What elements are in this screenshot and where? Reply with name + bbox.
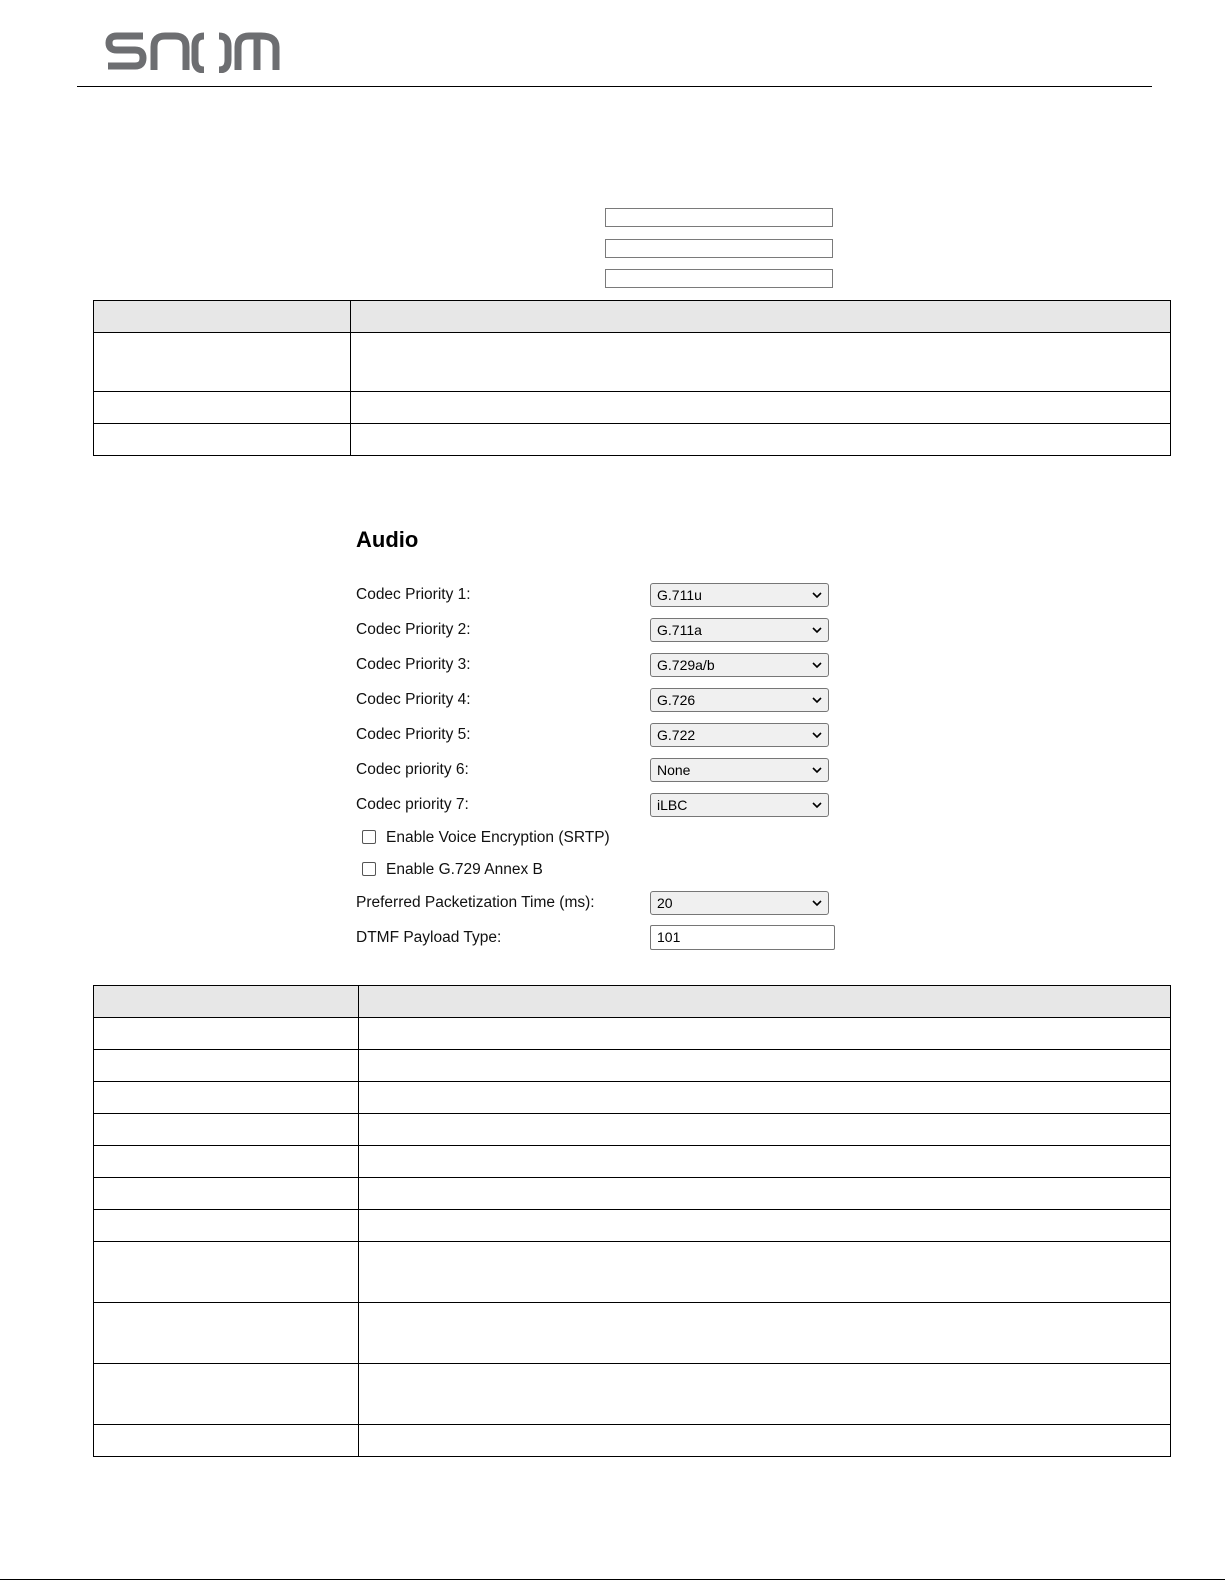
- chevron-down-icon: [812, 765, 822, 775]
- select-value: G.726: [657, 692, 696, 708]
- table-row: [94, 1050, 1171, 1082]
- codec-priority-3-select[interactable]: [650, 653, 829, 677]
- settings-table-1: [93, 300, 1171, 456]
- footer-rule: [0, 1579, 1225, 1580]
- header-rule: [77, 86, 1152, 87]
- table-cell: [94, 333, 351, 392]
- table-row: [94, 1018, 1171, 1050]
- chevron-down-icon: [812, 590, 822, 600]
- table-cell: [94, 1146, 359, 1178]
- table-cell: [359, 1210, 1171, 1242]
- chevron-down-icon: [812, 730, 822, 740]
- settings-table-2: [93, 985, 1171, 1457]
- top-input-1[interactable]: [605, 208, 833, 227]
- table-cell: [359, 1018, 1171, 1050]
- table-cell: [359, 1146, 1171, 1178]
- dtmf-input[interactable]: 101: [650, 925, 835, 950]
- table-cell: [359, 1364, 1171, 1425]
- codec-priority-4-label: Codec Priority 4:: [356, 691, 471, 708]
- table-cell: [94, 1242, 359, 1303]
- table-cell: [94, 1114, 359, 1146]
- table-header-cell: [351, 301, 1171, 333]
- table-cell: [94, 1364, 359, 1425]
- srtp-label: Enable Voice Encryption (SRTP): [386, 829, 610, 846]
- codec-priority-7-select[interactable]: [650, 793, 829, 817]
- codec-priority-3-label: Codec Priority 3:: [356, 656, 471, 673]
- select-value: G.711u: [657, 587, 702, 603]
- table-cell: [359, 1178, 1171, 1210]
- table-row: [94, 1178, 1171, 1210]
- table-cell: [351, 392, 1171, 424]
- select-value: 20: [657, 895, 673, 911]
- codec-priority-6-select[interactable]: [650, 758, 829, 782]
- table-cell: [94, 1303, 359, 1364]
- table-cell: [94, 1082, 359, 1114]
- table-row: [94, 1114, 1171, 1146]
- select-value: iLBC: [657, 797, 688, 813]
- table-row: [94, 1146, 1171, 1178]
- table-cell: [359, 1082, 1171, 1114]
- select-value: None: [657, 762, 691, 778]
- table-header-cell: [94, 301, 351, 333]
- table-header-row: [94, 986, 1171, 1018]
- table-cell: [359, 1425, 1171, 1457]
- ptime-label: Preferred Packetization Time (ms):: [356, 894, 595, 911]
- top-input-3[interactable]: [605, 269, 833, 288]
- table-header-cell: [359, 986, 1171, 1018]
- codec-priority-6-label: Codec priority 6:: [356, 761, 469, 778]
- table-cell: [359, 1050, 1171, 1082]
- table-cell: [94, 424, 351, 456]
- table-cell: [359, 1242, 1171, 1303]
- chevron-down-icon: [812, 695, 822, 705]
- annexb-option: [362, 861, 543, 879]
- table-cell: [359, 1114, 1171, 1146]
- select-value: G.722: [657, 727, 696, 743]
- table-cell: [351, 424, 1171, 456]
- table-cell: [94, 392, 351, 424]
- table-row: [94, 1303, 1171, 1364]
- codec-priority-1-label: Codec Priority 1:: [356, 586, 471, 603]
- table-cell: [94, 1018, 359, 1050]
- table-cell: [94, 1050, 359, 1082]
- codec-priority-1-select[interactable]: [650, 583, 829, 607]
- checkbox-icon[interactable]: [362, 862, 376, 876]
- codec-priority-7-label: Codec priority 7:: [356, 796, 469, 813]
- table-cell: [359, 1303, 1171, 1364]
- top-input-2[interactable]: [605, 239, 833, 258]
- table-cell: [94, 1425, 359, 1457]
- codec-priority-5-label: Codec Priority 5:: [356, 726, 471, 743]
- panel-title: Audio: [356, 527, 419, 552]
- chevron-down-icon: [812, 625, 822, 635]
- table-row: [94, 1082, 1171, 1114]
- dtmf-label: DTMF Payload Type:: [356, 929, 502, 946]
- table-row: [94, 392, 1171, 424]
- annexb-label: Enable G.729 Annex B: [386, 861, 543, 878]
- table-row: [94, 1425, 1171, 1457]
- table-row: [94, 424, 1171, 456]
- codec-priority-4-select[interactable]: [650, 688, 829, 712]
- snom-logo-icon: [105, 27, 283, 73]
- chevron-down-icon: [812, 898, 822, 908]
- table-row: [94, 1242, 1171, 1303]
- select-value: G.711a: [657, 622, 702, 638]
- audio-settings-panel: [356, 525, 846, 965]
- codec-priority-2-label: Codec Priority 2:: [356, 621, 471, 638]
- table-header-cell: [94, 986, 359, 1018]
- srtp-option: [362, 829, 610, 847]
- ptime-select[interactable]: [650, 891, 829, 915]
- codec-priority-5-select[interactable]: [650, 723, 829, 747]
- table-cell: [94, 1210, 359, 1242]
- table-row: [94, 1210, 1171, 1242]
- table-row: [94, 333, 1171, 392]
- select-value: G.729a/b: [657, 657, 715, 673]
- table-header-row: [94, 301, 1171, 333]
- table-cell: [351, 333, 1171, 392]
- chevron-down-icon: [812, 660, 822, 670]
- chevron-down-icon: [812, 800, 822, 810]
- table-row: [94, 1364, 1171, 1425]
- codec-priority-2-select[interactable]: [650, 618, 829, 642]
- table-cell: [94, 1178, 359, 1210]
- checkbox-icon[interactable]: [362, 830, 376, 844]
